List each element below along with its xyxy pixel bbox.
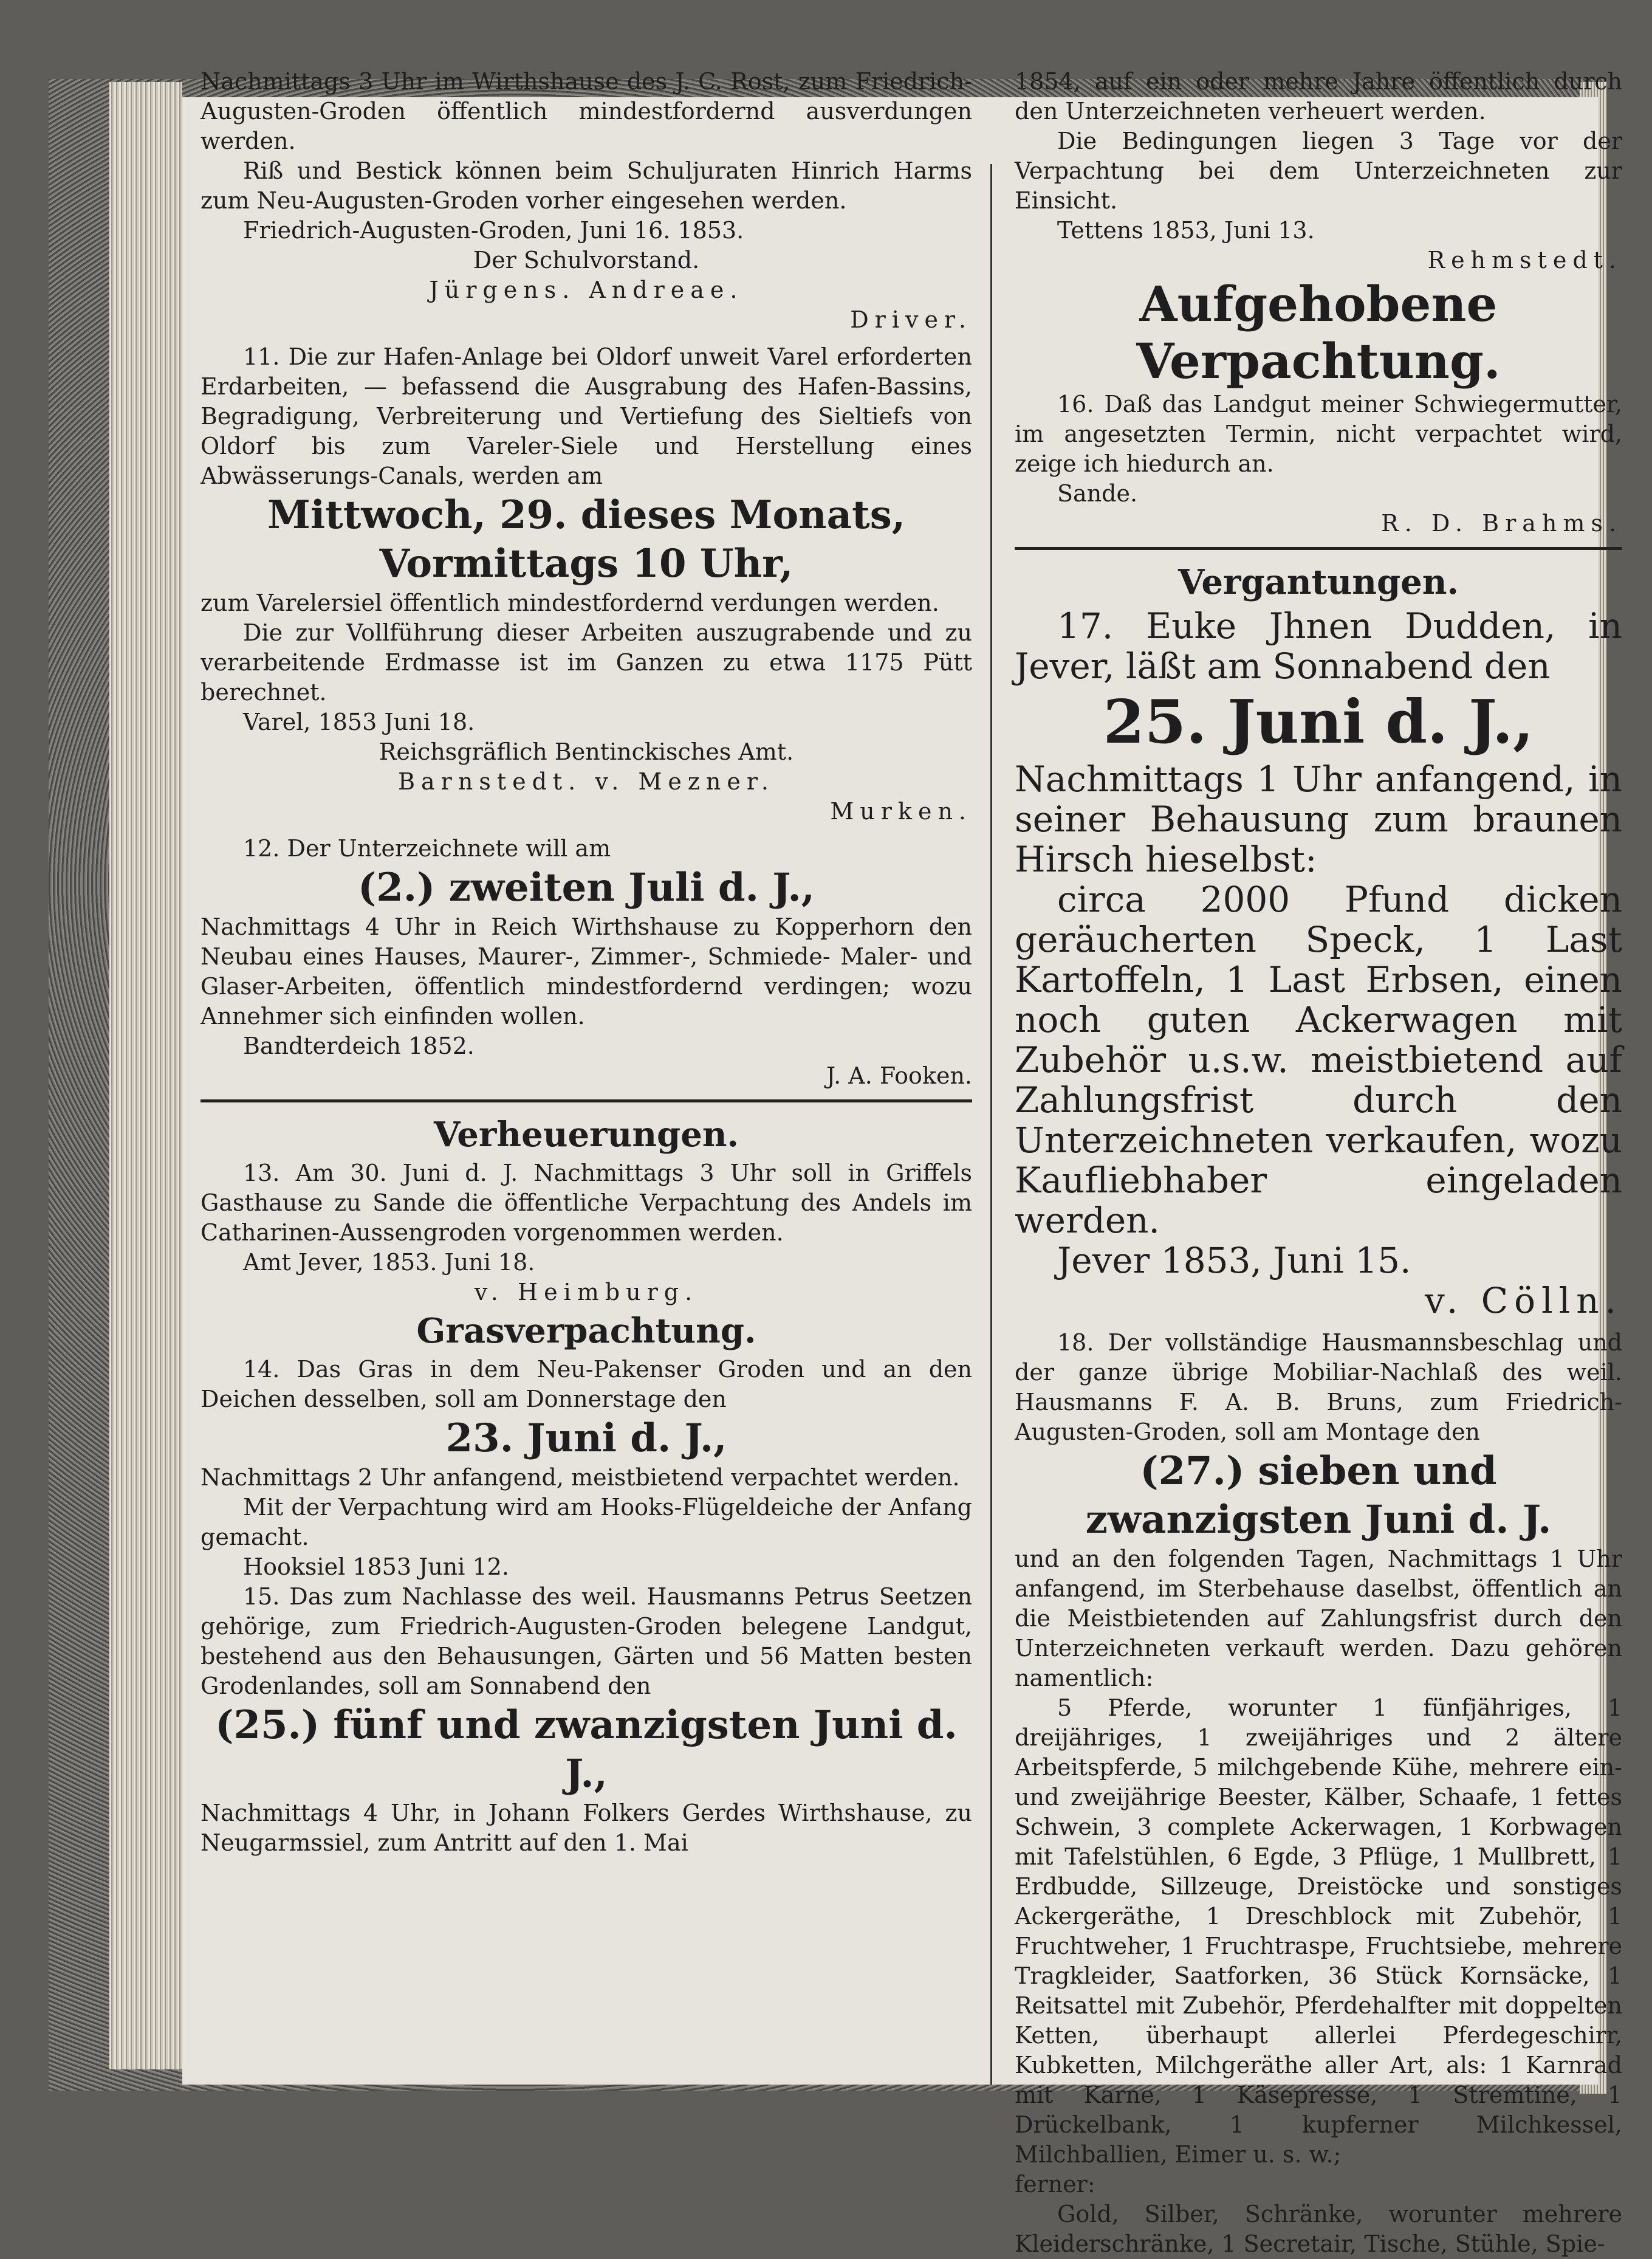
signature: v. Heimburg. [474,1279,699,1305]
text-block: zum Varelersiel öffentlich mindestfordernd verdungen werden. [201,590,939,616]
signature: Murken. [830,798,972,825]
section-rule [201,1099,972,1102]
text-block: ferner: [1015,2171,1095,2198]
text-block: Amt Jever, 1853. Juni 18. [243,1249,535,1276]
right-column [1015,67,1622,2259]
text-block: Riß und Bestick können beim Schuljuraten Hinrich Harms zum Neu-Augusten-Groden vorher eingesehen werden. [201,157,972,214]
text-block: Varel, 1853 Juni 18. [243,709,475,735]
notice-15: 15. Das zum Nachlasse des weil. Hausmanns Petrus Seetzen gehörige, zum Friedrich-Augusten-Groden belegene Landgut, bestehend aus den Behausungen, Gärten und 56 Matten besten Grodenlandes, soll am Sonnabend den [201,1583,972,1699]
text-block: 5 Pferde, worunter 1 fünfjähriges, 1 dreijähriges, 1 zweijähriges und 2 ältere Arbeitspferde, 5 milchgebende Kühe, mehrere ein- und zweijährige Beester, Kälber, Schaafe, 1 fettes Schwein, 3 complete Ackerwagen, 1 Korbwagen mit Tafelstühlen, 6 Egde, 3 Pflüge, 1 Mullbrett, 1 Erdbudde, Sillzeuge, Dreistöcke und sonstiges Ackergeräthe, 1 Dreschblock mit Zubehör, 1 Fruchtweher, 1 Fruchtraspe, Fruchtsiebe, mehrere Tragkleider, Saatforken, 36 Stück Kornsäcke, 1 Reitsattel mit Zubehör, Pferdehalfter mit doppelten Ketten, überhaupt allerlei Pferdegeschirr, Kubketten, Milchgeräthe aller Art, als: 1 Karnrad mit Karne, 1 Käsepresse, 1 Stremtine, 1 Drückelbank, 1 kupferner Milchkessel, Milchballien, Eimer u. s. w.; [1015,1694,1622,2168]
section-heading: Verheuerungen. [433,1115,739,1155]
notice-11-date: Mittwoch, 29. dieses Monats, Vormittags 10 Uhr, [267,492,905,586]
section-rule [1015,547,1622,550]
page-edges-left [109,82,182,2069]
text-block: Die Bedingungen liegen 3 Tage vor der Verpachtung bei dem Unterzeichneten zur Einsicht. [1015,128,1622,214]
signature: Jürgens. Andreae. [429,277,744,303]
text-block: Die zur Vollführung dieser Arbeiten auszugrabende und zu verarbeitende Erdmasse ist im Ganzen zu etwa 1175 Pütt berechnet. [201,619,972,706]
signature: J. A. Fooken. [826,1062,972,1089]
text-block: Friedrich-Augusten-Groden, Juni 16. 1853. [243,217,744,244]
section-heading: Aufgehobene Verpachtung. [1136,275,1501,390]
text-block: Nachmittags 4 Uhr in Reich Wirthshause zu Kopperhorn den Neubau eines Hauses, Maurer-, Zimmer-, Schmiede- Maler- und Glaser-Arbeiten, öffentlich mindestfordernd verdingen; wozu Annehmer sich einfinden wollen. [201,913,972,1030]
notice-14-date: 23. Juni d. J., [445,1415,727,1461]
notice-17-date: 25. Juni d. J., [1103,687,1534,757]
section-heading: Vergantungen. [1178,562,1459,602]
text-block: und an den folgenden Tagen, Nachmittags 1 Uhr anfangend, im Sterbehause daselbst, öffentlich an die Meistbietenden auf Zahlungsfrist durch den Unterzeichneten verkauft werden. Dazu gehören namentlich: [1015,1546,1622,1691]
notice-18-date: (27.) sieben und zwanzigsten Juni d. J. [1085,1448,1552,1542]
section-heading: Grasverpachtung. [416,1311,756,1351]
text-block: 1854, auf ein oder mehre Jahre öffentlich durch den Unterzeichneten verheuert werden. [1015,68,1622,125]
left-column [201,67,972,1858]
notice-15-date: (25.) fünf und zwanzigsten Juni d. J., [215,1702,958,1797]
notice-13: 13. Am 30. Juni d. J. Nachmittags 3 Uhr soll in Griffels Gasthause zu Sande die öffentliche Verpachtung des Andels im Catharinen-Aussengroden vorgenommen werden. [201,1160,972,1246]
notice-16: 16. Daß das Landgut meiner Schwiegermutter, im angesetzten Termin, nicht verpachtet wird, zeige ich hiedurch an. [1015,391,1622,477]
text-block: Nachmittags 3 Uhr im Wirthshause des J. C. Rost, zum Friedrich-Augusten-Groden öffentlich mindestfordernd ausverdungen werden. [201,68,972,154]
notice-12-date: (2.) zweiten Juli d. J., [357,865,815,910]
signature: Reichsgräflich Bentinckisches Amt. [379,738,794,765]
text-block: Nachmittags 2 Uhr anfangend, meistbietend verpachtet werden. [201,1464,960,1491]
notice-14: 14. Das Gras in dem Neu-Pakenser Groden und an den Deichen desselben, soll am Donnerstage den [201,1356,972,1412]
text-block: Nachmittags 4 Uhr, in Johann Folkers Gerdes Wirthshause, zu Neugarmssiel, zum Antritt auf den 1. Mai [201,1800,972,1856]
text-block: Jever 1853, Juni 15. [1057,1240,1411,1281]
text-block: Sande. [1057,480,1138,507]
text-block: Bandterdeich 1852. [243,1033,475,1059]
notice-17: 17. Euke Jhnen Dudden, in Jever, läßt am Sonnabend den [1015,605,1622,687]
signature: R. D. Brahms. [1381,510,1622,537]
column-divider [990,164,992,2085]
signature: Driver. [850,306,972,333]
signature: v. Cölln. [1425,1280,1622,1321]
notice-11: 11. Die zur Hafen-Anlage bei Oldorf unweit Varel erforderten Erdarbeiten, — befassend die Ausgrabung des Hafen-Bassins, Begradigung, Verbreiterung und Vertiefung des Sieltiefs von Oldorf bis zum Vareler-Siele und Herstellung eines Abwässerungs-Canals, werden am [201,343,972,489]
notice-18: 18. Der vollständige Hausmannsbeschlag und der ganze übrige Mobiliar-Nachlaß des weil. Hausmanns F. A. B. Bruns, zum Friedrich-Augusten-Groden, soll am Montage den [1015,1329,1622,1445]
signature: Rehmstedt. [1427,247,1622,273]
notice-12: 12. Der Unterzeichnete will am [243,835,611,862]
text-block: Gold, Silber, Schränke, worunter mehrere Kleiderschränke, 1 Secretair, Tische, Stühle, Spie- [1015,2201,1622,2257]
text-block: circa 2000 Pfund dicken geräucherten Speck, 1 Last Kartoffeln, 1 Last Erbsen, einen noch guten Ackerwagen mit Zubehör u.s.w. meistbietend auf Zahlungsfrist durch den Unterzeichneten verkaufen, wozu Kaufliebhaber eingeladen werden. [1015,879,1622,1241]
text-block: Tettens 1853, Juni 13. [1057,217,1315,244]
text-block: Hooksiel 1853 Juni 12. [243,1553,509,1580]
text-block: Mit der Verpachtung wird am Hooks-Flügeldeiche der Anfang gemacht. [201,1494,972,1550]
signature: Barnstedt. v. Mezner. [398,768,775,795]
text-block: Nachmittags 1 Uhr anfangend, in seiner Behausung zum braunen Hirsch hieselbst: [1015,758,1622,880]
signature: Der Schulvorstand. [473,247,700,273]
